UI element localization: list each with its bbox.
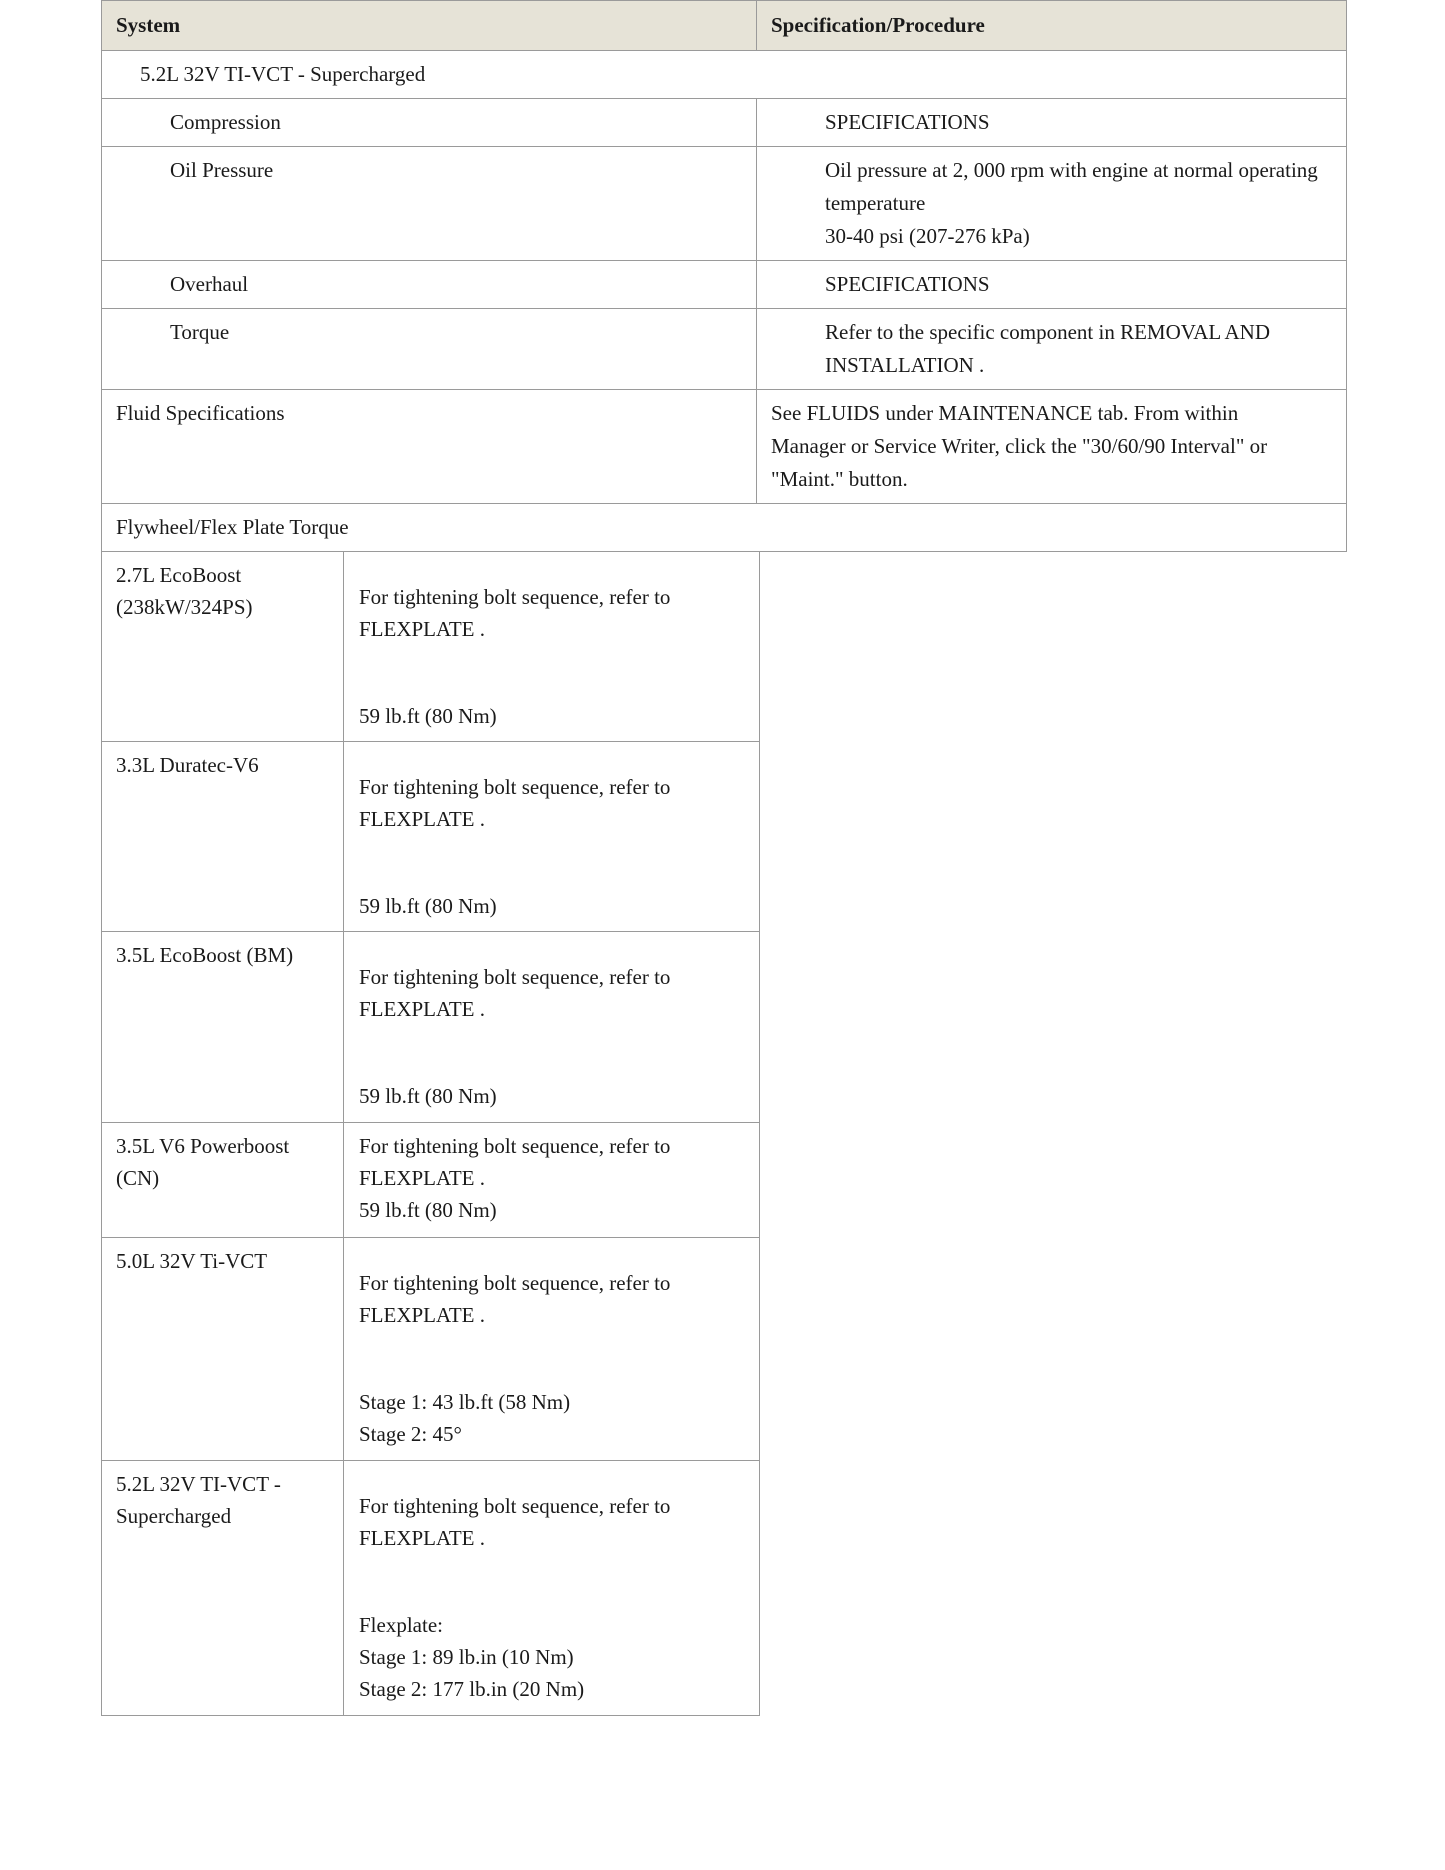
table-row <box>102 1460 760 1715</box>
value-line: See FLUIDS under MAINTENANCE tab. From within <box>771 401 1239 425</box>
table-row-compression <box>102 99 1347 147</box>
torque-value: Stage 1: 43 lb.ft (58 Nm) Stage 2: 45° <box>359 1389 571 1446</box>
engine-label: 5.0L 32V Ti-VCT <box>116 1248 268 1273</box>
value-line: Manager or Service Writer, click the "30/60/90 Interval" or <box>771 434 1268 458</box>
flexplate-reference: For tightening bolt sequence, refer to FLEXPLATE . <box>359 1270 671 1327</box>
value-line: Refer to the specific component in REMOVAL AND <box>825 320 1270 344</box>
row-label: Torque <box>170 320 230 344</box>
table-row <box>102 1237 760 1460</box>
value-line: Oil pressure at 2, 000 rpm with engine at normal operating <box>825 158 1318 182</box>
row-value <box>825 147 1336 260</box>
engine-label: 5.2L 32V TI-VCT - Supercharged <box>116 1471 281 1528</box>
engine-label: 3.3L Duratec-V6 <box>116 752 259 777</box>
flywheel-heading: Flywheel/Flex Plate Torque <box>116 515 349 539</box>
row-value: SPECIFICATIONS <box>825 110 990 134</box>
flexplate-reference: For tightening bolt sequence, refer to FLEXPLATE . <box>359 1133 671 1190</box>
table-row <box>102 931 760 1122</box>
value-line: temperature <box>825 191 926 215</box>
value-line: 30-40 psi (207-276 kPa) <box>825 224 1030 248</box>
row-label: Compression <box>170 110 281 134</box>
header-spec: Specification/Procedure <box>757 1 1347 51</box>
table-row <box>102 551 760 741</box>
table-row-oil-pressure <box>102 147 1347 261</box>
engine-heading: 5.2L 32V TI-VCT - Supercharged <box>140 62 426 86</box>
table-row-fluid <box>102 390 1347 504</box>
torque-value: 59 lb.ft (80 Nm) <box>359 703 497 728</box>
torque-value: 59 lb.ft (80 Nm) <box>359 1197 497 1222</box>
row-value <box>771 390 1336 503</box>
flywheel-heading-row <box>102 504 1347 552</box>
spec-table <box>101 0 1347 552</box>
table-row <box>102 1122 760 1237</box>
row-value <box>825 309 1336 389</box>
value-line: "Maint." button. <box>771 467 908 491</box>
torque-value: Flexplate: Stage 1: 89 lb.in (10 Nm) Stage 2: 177 lb.in (20 Nm) <box>359 1612 585 1701</box>
engine-label: 3.5L V6 Powerboost (CN) <box>116 1133 290 1190</box>
row-label: Fluid Specifications <box>116 401 285 425</box>
engine-label: 2.7L EcoBoost (238kW/324PS) <box>116 562 253 619</box>
flexplate-reference: For tightening bolt sequence, refer to FLEXPLATE . <box>359 584 671 641</box>
row-label: Oil Pressure <box>170 158 274 182</box>
table-row-overhaul <box>102 261 1347 309</box>
table-row <box>102 741 760 931</box>
spec-document <box>101 0 1346 1716</box>
engine-heading-row <box>102 51 1347 99</box>
header-system: System <box>102 1 757 51</box>
table-row-torque <box>102 309 1347 390</box>
flexplate-reference: For tightening bolt sequence, refer to FLEXPLATE . <box>359 964 671 1021</box>
flexplate-reference: For tightening bolt sequence, refer to FLEXPLATE . <box>359 774 671 831</box>
engine-label: 3.5L EcoBoost (BM) <box>116 942 294 967</box>
flywheel-table <box>101 551 760 1716</box>
row-label: Overhaul <box>170 272 249 296</box>
torque-value: 59 lb.ft (80 Nm) <box>359 893 497 918</box>
row-value: SPECIFICATIONS <box>825 272 990 296</box>
value-line: INSTALLATION . <box>825 353 985 377</box>
flexplate-reference: For tightening bolt sequence, refer to FLEXPLATE . <box>359 1493 671 1550</box>
torque-value: 59 lb.ft (80 Nm) <box>359 1083 497 1108</box>
table-header-row <box>102 1 1347 51</box>
